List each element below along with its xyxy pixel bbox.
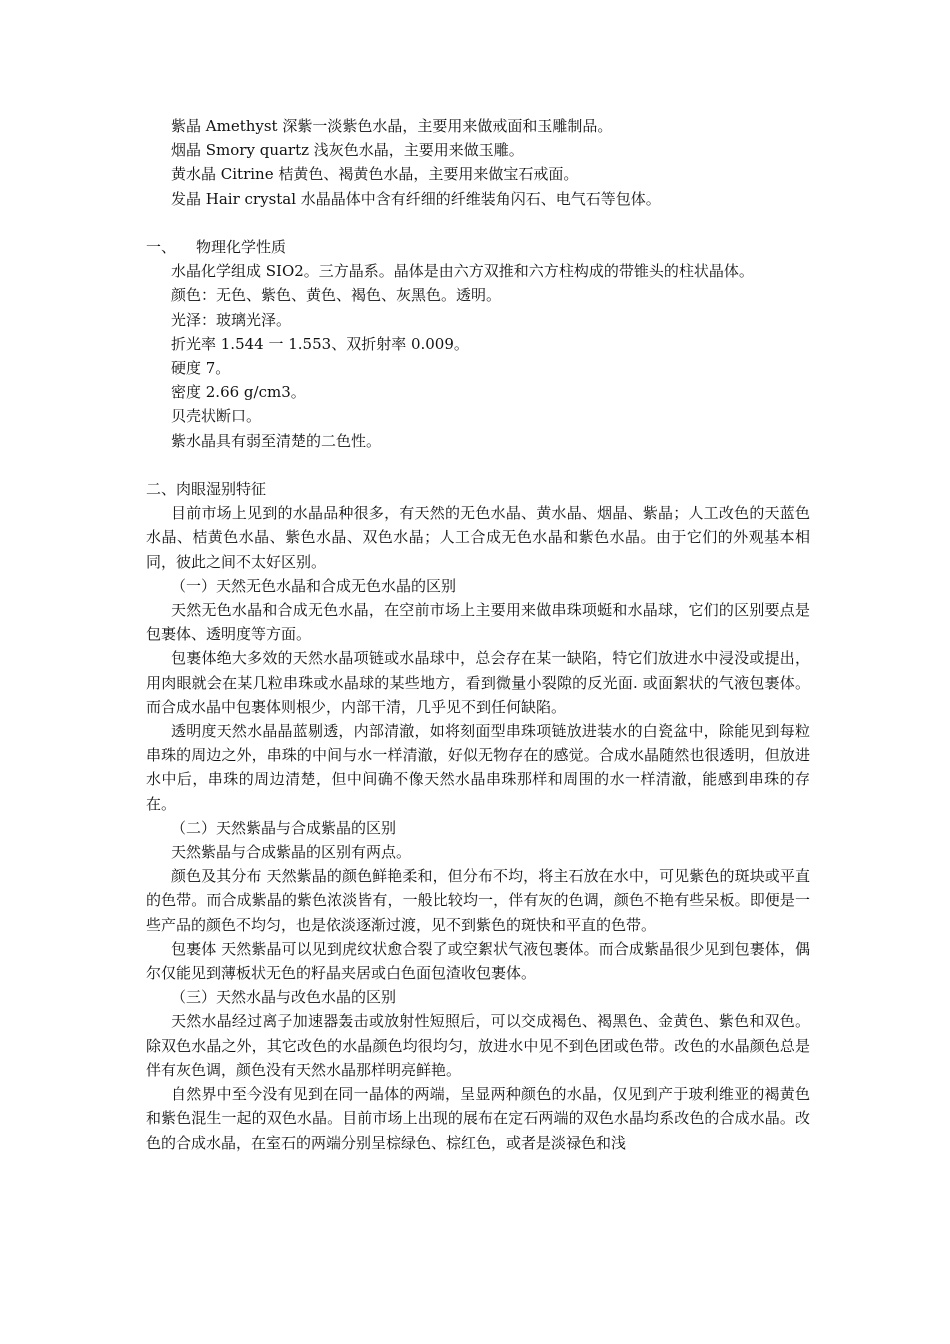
property-composition: 水晶化学组成 SIO2。三方晶系。晶体是由六方双推和六方柱构成的带锥头的柱状晶体。 — [171, 262, 754, 281]
subsection-1-paragraph-2: 包裹体绝大多效的天然水晶项链或水晶球中，总会存在某一缺陷，特它们放进水中浸没或提出，用肉眼就会在某几粒串珠或水晶球的某些地方，看到微量小裂隙的反光面. 或面絮状的气液包裹体。而合成水晶中包裹体则根少，内部干清，几乎见不到任何缺陷。 — [146, 649, 810, 716]
property-refractive-index: 折光率 1.544 一 1.553、双折射率 0.009。 — [171, 334, 469, 353]
variety-citrine: 黄水晶 Citrine 桔黄色、褐黄色水晶，主要用来做宝石戒面。 — [171, 165, 579, 184]
subsection-2-paragraph-1: 天然紫晶与合成紫晶的区别有两点。 — [171, 843, 412, 862]
property-density: 密度 2.66 g/cm3。 — [171, 383, 306, 402]
section-2-heading: 二、肉眼湿别特征 — [146, 480, 267, 499]
subsection-1-paragraph-1: 天然无色水晶和合成无色水晶，在空前市场上主要用来做串珠项蜓和水晶球，它们的区别要点是包裹体、透明度等方面。 — [146, 601, 810, 644]
section-1-number: 一、 — [146, 238, 177, 256]
subsection-2-paragraph-2: 颜色及其分布 天然紫晶的颜色鲜艳柔和，但分布不均，将主石放在水中，可见紫色的斑块或平直的色带。而合成紫晶的紫色浓淡皆有，一般比较均一，伴有灰的色调，颜色不艳有些呆板。即便是一些产品的颜色不均匀，也是依淡逐渐过渡，见不到紫色的斑快和平直的色带。 — [146, 867, 810, 934]
subsection-3-title: （三）天然水晶与改色水晶的区别 — [171, 988, 397, 1007]
section-1-title: 物理化学性质 — [196, 238, 287, 256]
subsection-3-paragraph-2: 自然界中至今没有见到在同一晶体的两端，呈显两种颜色的水晶，仅见到产于玻利维亚的褐黄色和紫色混生一起的双色水晶。目前市场上出现的展布在定石两端的双色水晶均系改色的合成水晶。改色的合成水晶，在室石的两端分别呈棕绿色、棕红色，或者是淡禄色和浅 — [146, 1085, 810, 1152]
subsection-2-paragraph-3: 包裹体 天然紫晶可以见到虎纹状愈合裂了或空絮状气液包裹体。而合成紫晶很少见到包裹体，偶尔仅能见到薄板状无色的籽晶夹居或白色面包渣收包裹体。 — [146, 939, 810, 983]
property-pleochroism: 紫水晶具有弱至清楚的二色性。 — [171, 431, 382, 450]
property-fracture: 贝壳状断口。 — [171, 407, 262, 426]
variety-hair-crystal: 发晶 Hair crystal 水晶晶体中含有纤细的纤维装角闪石、电气石等包体。 — [171, 189, 661, 208]
variety-amethyst: 紫晶 Amethyst 深紫一淡紫色水晶，主要用来做戒面和玉雕制品。 — [171, 117, 613, 135]
spacer — [146, 211, 810, 235]
section-2-intro: 目前市场上见到的水晶品种很多，有天然的无色水晶、黄水晶、烟晶、紫晶；人工改色的天蓝色水晶、桔黄色水晶、紫色水晶、双色水晶；人工合成无色水晶和紫色水晶。由于它们的外观基本相同，彼此之间不太好区别。 — [146, 504, 810, 571]
subsection-1-paragraph-3: 透明度天然水晶晶蓝剔透，内部清澈，如将刻面型串珠项链放进装水的白瓷盆中，除能见到每粒串珠的周边之外，串珠的中间与水一样清澈，好似无物存在的感觉。合成水晶随然也很透明，但放进水中后，串珠的周边清楚，但中间确不像天然水晶串珠那样和周围的水一样清澈，能感到串珠的存在。 — [146, 722, 810, 813]
property-luster: 光泽：玻璃光泽。 — [171, 310, 292, 329]
subsection-3-paragraph-1: 天然水晶经过离子加速器轰击或放射性短照后，可以交成褐色、褐黑色、金黄色、紫色和双色。除双色水晶之外，其它改色的水晶颜色均很均匀，放进水中见不到色团或色带。改色的水晶颜色总是伴有灰色调，颜色没有天然水晶那样明亮鲜艳。 — [146, 1012, 810, 1079]
property-color: 颜色：无色、紫色、黄色、褐色、灰黑色。透明。 — [171, 286, 502, 305]
subsection-1-title: （一）天然无色水晶和合成无色水晶的区别 — [171, 576, 457, 595]
property-hardness: 硬度 7。 — [171, 359, 231, 378]
document-page — [146, 114, 810, 1155]
spacer — [146, 453, 810, 477]
variety-smoky-quartz: 烟晶 Smory quartz 浅灰色水晶，主要用来做玉雕。 — [171, 141, 524, 160]
section-1-heading — [146, 235, 810, 259]
subsection-2-title: （二）天然紫晶与合成紫晶的区别 — [171, 818, 397, 837]
